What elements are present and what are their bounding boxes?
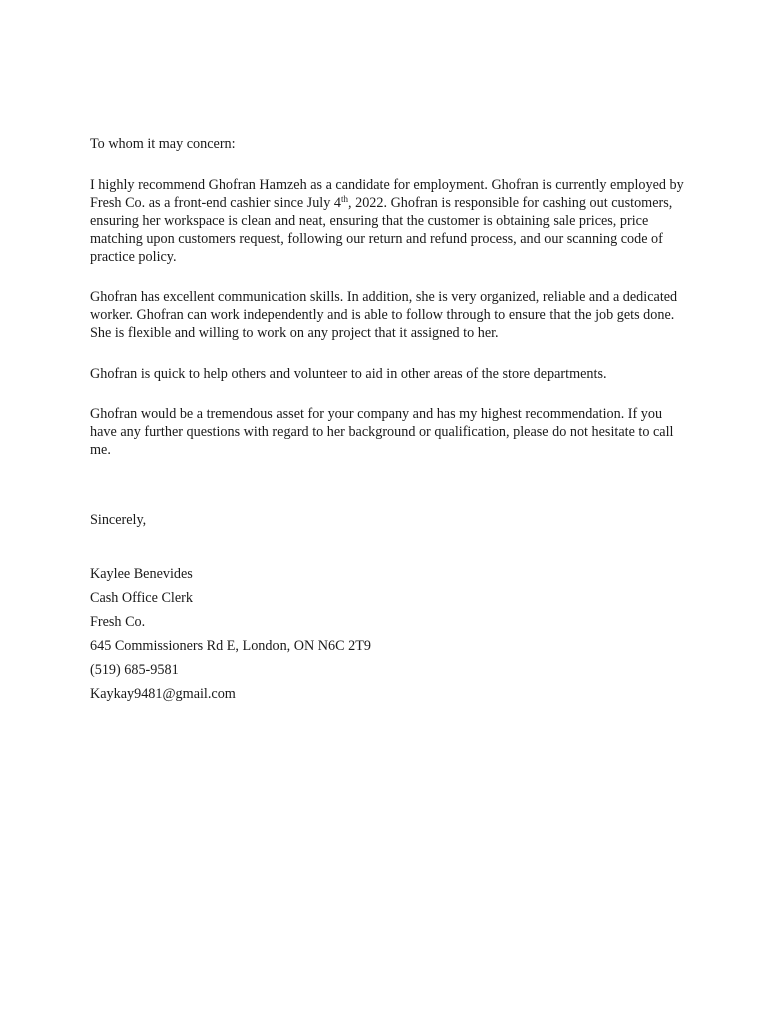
closing: Sincerely, (90, 512, 147, 528)
paragraph-helpfulness: Ghofran is quick to help others and volunteer to aid in other areas of the store departments. (90, 366, 607, 382)
paragraph-recommendation (90, 176, 690, 266)
signer-address: 645 Commissioners Rd E, London, ON N6C 2T9 (90, 638, 371, 654)
signer-phone: (519) 685-9581 (90, 662, 179, 678)
paragraph-closing-remarks: Ghofran would be a tremendous asset for your company and has my highest recommendation. If you have any further questions with regard to her background or qualification, please do not hesitate to call me. (90, 406, 674, 458)
signer-email: Kaykay9481@gmail.com (90, 686, 236, 702)
salutation: To whom it may concern: (90, 136, 236, 152)
signer-title: Cash Office Clerk (90, 590, 193, 606)
signer-name: Kaylee Benevides (90, 566, 193, 582)
paragraph-skills: Ghofran has excellent communication skills. In addition, she is very organized, reliable and a dedicated worker. Ghofran can work independently and is able to follow through to ensure that the job gets done. She is flexible and willing to work on any project that it assigned to her. (90, 289, 678, 341)
signer-company: Fresh Co. (90, 614, 146, 630)
signature-block (90, 562, 690, 706)
ordinal-suffix: th (340, 194, 348, 204)
paragraph-recommendation-text-start: I highly recommend Ghofran Hamzeh as a candidate for employment. Ghofran is currently employed by Fresh Co. as a front-end cashier since July 4 (90, 177, 684, 211)
paragraph-recommendation-text-end: , 2022. Ghofran is responsible for cashing out customers, ensuring her workspace is clean and neat, ensuring that the customer is obtaining sale prices, price matching upon customers request, following our return and refund process, and our scanning code of practice policy. (90, 195, 673, 265)
